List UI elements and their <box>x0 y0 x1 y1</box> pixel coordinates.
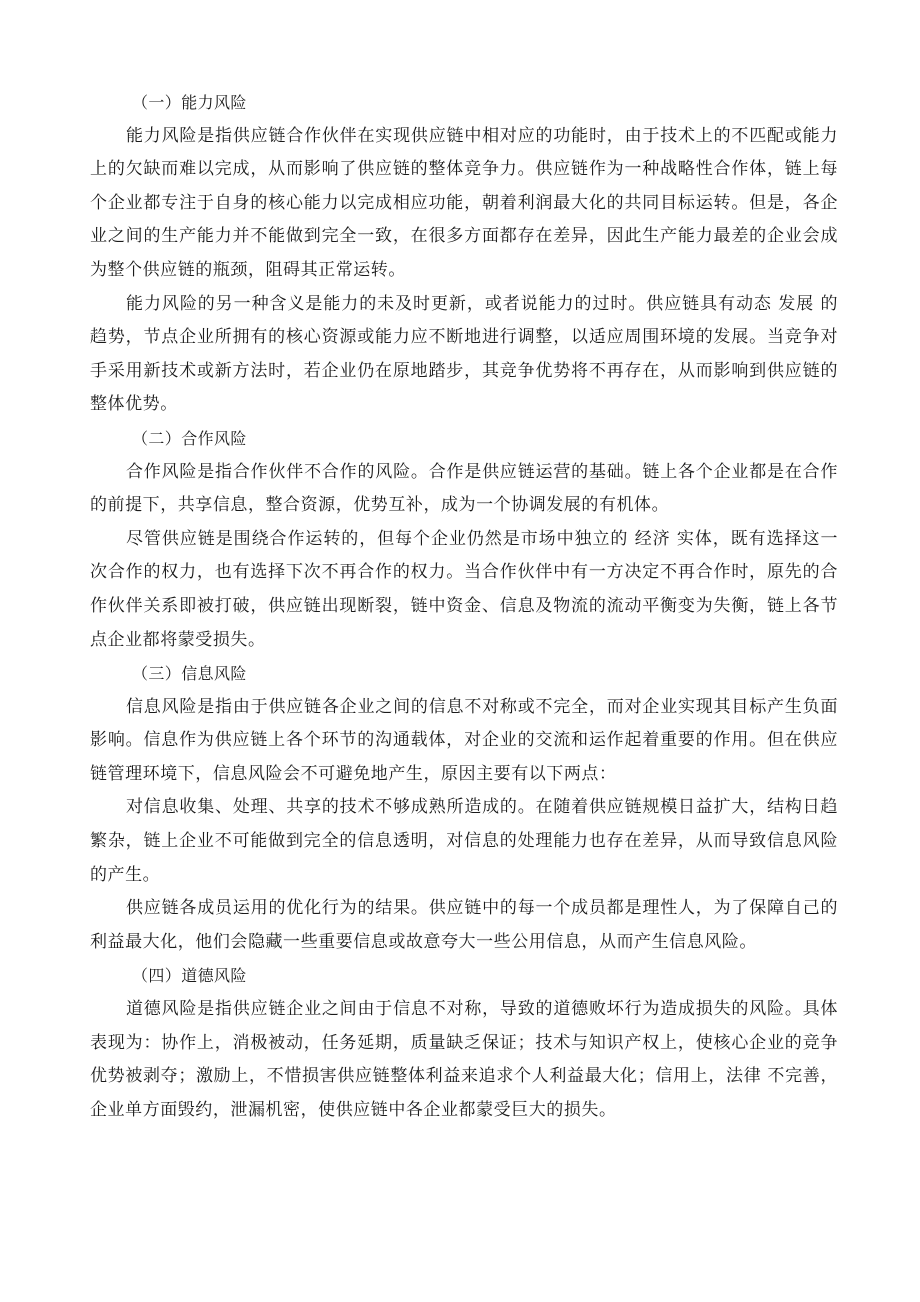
paragraph: 道德风险是指供应链企业之间由于信息不对称，导致的道德败坏行为造成损失的风险。具体表现为：协作上，消极被动，任务延期，质量缺乏保证；技术与知识产权上，使核心企业的竞争优势被剥夺；激励上，不惜损害供应链整体利益来追求个人利益最大化；信用上，法律 不完善，企业单方面毁约，泄漏机密，使供应链中各企业都蒙受巨大的损失。 <box>90 999 838 1120</box>
paragraph: 供应链各成员运用的优化行为的结果。供应链中的每一个成员都是理性人，为了保障自己的利益最大化，他们会隐藏一些重要信息或故意夸大一些公用信息，从而产生信息风险。 <box>90 898 838 952</box>
paragraph: 信息风险是指由于供应链各企业之间的信息不对称或不完全，而对企业实现其目标产生负面影响。信息作为供应链上各个环节的沟通载体，对企业的交流和运作起着重要的作用。但在供应链管理环境下，信息风险会不可避免地产生，原因主要有以下两点： <box>90 696 838 784</box>
paragraph: 能力风险的另一种含义是能力的未及时更新，或者说能力的过时。供应链具有动态 发展 的趋势，节点企业所拥有的核心资源或能力应不断地进行调整，以适应周围环境的发展。当竞争对手采用新技术或新方法时，若企业仍在原地踏步，其竞争优势将不再存在，从而影响到供应链的整体优势。 <box>90 293 838 415</box>
paragraph: 能力风险是指供应链合作伙伴在实现供应链中相对应的功能时，由于技术上的不匹配或能力上的欠缺而难以完成，从而影响了供应链的整体竞争力。供应链作为一种战略性合作体，链上每个企业都专注于自身的核心能力以完成相应功能，朝着利润最大化的共同目标运转。但是，各企业之间的生产能力并不能做到完全一致，在很多方面都存在差异，因此生产能力最差的企业会成为整个供应链的瓶颈，阻碍其正常运转。 <box>90 125 838 280</box>
section-heading-cooperation-risk: （二）合作风险 <box>132 428 247 448</box>
document-page <box>90 86 838 1127</box>
paragraph: 合作风险是指合作伙伴不合作的风险。合作是供应链运营的基础。链上各个企业都是在合作的前提下，共享信息，整合资源，优势互补，成为一个协调发展的有机体。 <box>90 461 838 516</box>
section-heading-capability-risk: （一）能力风险 <box>132 93 247 112</box>
section-heading-information-risk: （三）信息风险 <box>132 664 247 684</box>
paragraph: 尽管供应链是围绕合作运转的，但每个企业仍然是市场中独立的 经济 实体，既有选择这一次合作的权力，也有选择下次不再合作的权力。当合作伙伴中有一方决定不再合作时，原先的合作伙伴关系即被打破，供应链出现断裂，链中资金、信息及物流的流动平衡变为失衡，链上各节点企业都将蒙受损失。 <box>90 528 838 650</box>
paragraph: 对信息收集、处理、共享的技术不够成熟所造成的。在随着供应链规模日益扩大，结构日趋繁杂，链上企业不可能做到完全的信息透明，对信息的处理能力也存在差异，从而导致信息风险的产生。 <box>90 797 838 885</box>
section-heading-moral-risk: （四）道德风险 <box>132 966 247 986</box>
